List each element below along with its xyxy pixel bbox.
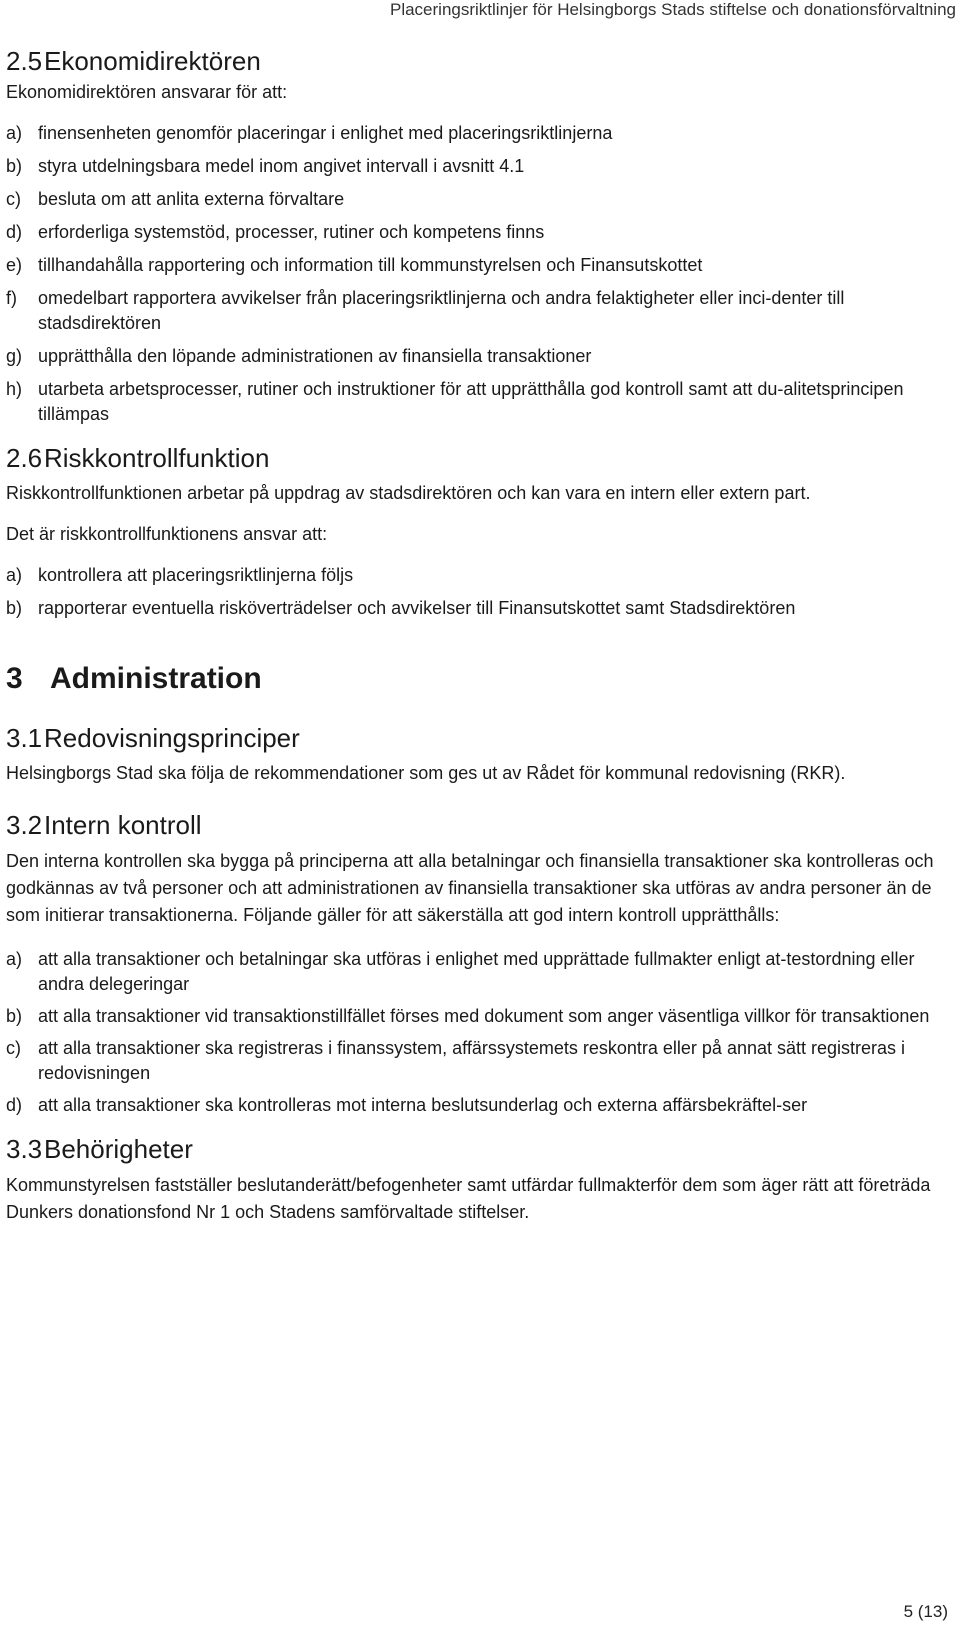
section-title: Ekonomidirektören	[44, 46, 261, 76]
section-title: Behörigheter	[44, 1134, 193, 1164]
list-item: d) att alla transaktioner ska kontrolleras mot interna beslutsunderlag och externa affärsbekräftel-ser	[6, 1095, 808, 1115]
chapter-heading-3	[6, 659, 951, 699]
section-heading-2-5	[6, 44, 951, 78]
list-item: b) att alla transaktioner vid transaktionstillfället förses med dokument som anger väsentliga villkor för transaktionen	[6, 1006, 930, 1026]
control-list	[6, 947, 951, 1118]
section-number: 3.1	[6, 723, 43, 753]
section-heading-2-6	[6, 441, 951, 475]
paragraph: Riskkontrollfunktionen arbetar på uppdrag av stadsdirektören och kan vara en intern eller extern part.	[6, 483, 811, 503]
list-item: c) att alla transaktioner ska registreras i finanssystem, affärssystemets reskontra eller på annat sätt registreras i redovisningen	[6, 1038, 906, 1083]
chapter-title: Administration	[50, 662, 262, 695]
list-item: b) styra utdelningsbara medel inom angivet intervall i avsnitt 4.1	[6, 156, 525, 176]
list-item: e) tillhandahålla rapportering och information till kommunstyrelsen och Finansutskottet	[6, 255, 703, 275]
responsibility-list	[6, 563, 951, 621]
list-item: a) kontrollera att placeringsriktlinjerna följs	[6, 565, 354, 585]
section-number: 3.3	[6, 1134, 43, 1164]
section-heading-3-3	[6, 1132, 951, 1166]
section-title: Redovisningsprinciper	[44, 723, 300, 753]
section-number: 2.6	[6, 443, 43, 473]
paragraph: Kommunstyrelsen fastställer beslutanderätt/befogenheter samt utfärdar fullmakterför dem som äger rätt att företräda Dunkers donationsfond Nr 1 och Stadens samförvaltade stiftelser.	[6, 1175, 931, 1222]
chapter-number: 3	[6, 662, 23, 695]
list-item: a) att alla transaktioner och betalningar ska utföras i enlighet med upprättade fullmakter enligt at-testordning eller andra delegeringar	[6, 949, 915, 994]
running-header: Placeringsriktlinjer för Helsingborgs Stads stiftelse och donationsförvaltning	[389, 0, 956, 19]
list-item: a) finensenheten genomför placeringar i enlighet med placeringsriktlinjerna	[6, 123, 613, 143]
responsibility-list	[6, 121, 951, 427]
list-item: h) utarbeta arbetsprocesser, rutiner och instruktioner för att upprätthålla god kontroll samt att du-alitetsprincipen tillämpas	[6, 379, 904, 424]
section-title: Riskkontrollfunktion	[44, 443, 270, 473]
document-body	[6, 44, 951, 1226]
list-item: c) besluta om att anlita externa förvaltare	[6, 189, 345, 209]
list-item: f) omedelbart rapportera avvikelser från placeringsriktlinjerna och andra felaktigheter eller inci-denter till stadsdirektören	[6, 288, 845, 333]
list-item: g) upprätthålla den löpande administrationen av finansiella transaktioner	[6, 346, 592, 366]
paragraph: Det är riskkontrollfunktionens ansvar att:	[6, 524, 328, 544]
section-heading-3-1	[6, 721, 951, 755]
paragraph: Helsingborgs Stad ska följa de rekommendationer som ges ut av Rådet för kommunal redovisning (RKR).	[6, 763, 846, 783]
list-item: d) erforderliga systemstöd, processer, rutiner och kompetens finns	[6, 222, 545, 242]
section-number: 3.2	[6, 810, 43, 840]
paragraph: Den interna kontrollen ska bygga på principerna att alla betalningar och finansiella transaktioner ska kontrolleras och godkännas av två personer och att administrationen av finansiella transaktioner ska utföras av andra personer än de som initierar transaktionerna. Följande gäller för att säkerställa att god intern kontroll upprätthålls:	[6, 851, 934, 925]
section-title: Intern kontroll	[44, 810, 202, 840]
section-heading-3-2	[6, 808, 951, 842]
intro-paragraph: Ekonomidirektören ansvarar för att:	[6, 82, 288, 102]
page-number: 5 (13)	[903, 1602, 948, 1621]
section-number: 2.5	[6, 46, 43, 76]
list-item: b) rapporterar eventuella risköverträdelser och avvikelser till Finansutskottet samt Stadsdirektören	[6, 598, 796, 618]
